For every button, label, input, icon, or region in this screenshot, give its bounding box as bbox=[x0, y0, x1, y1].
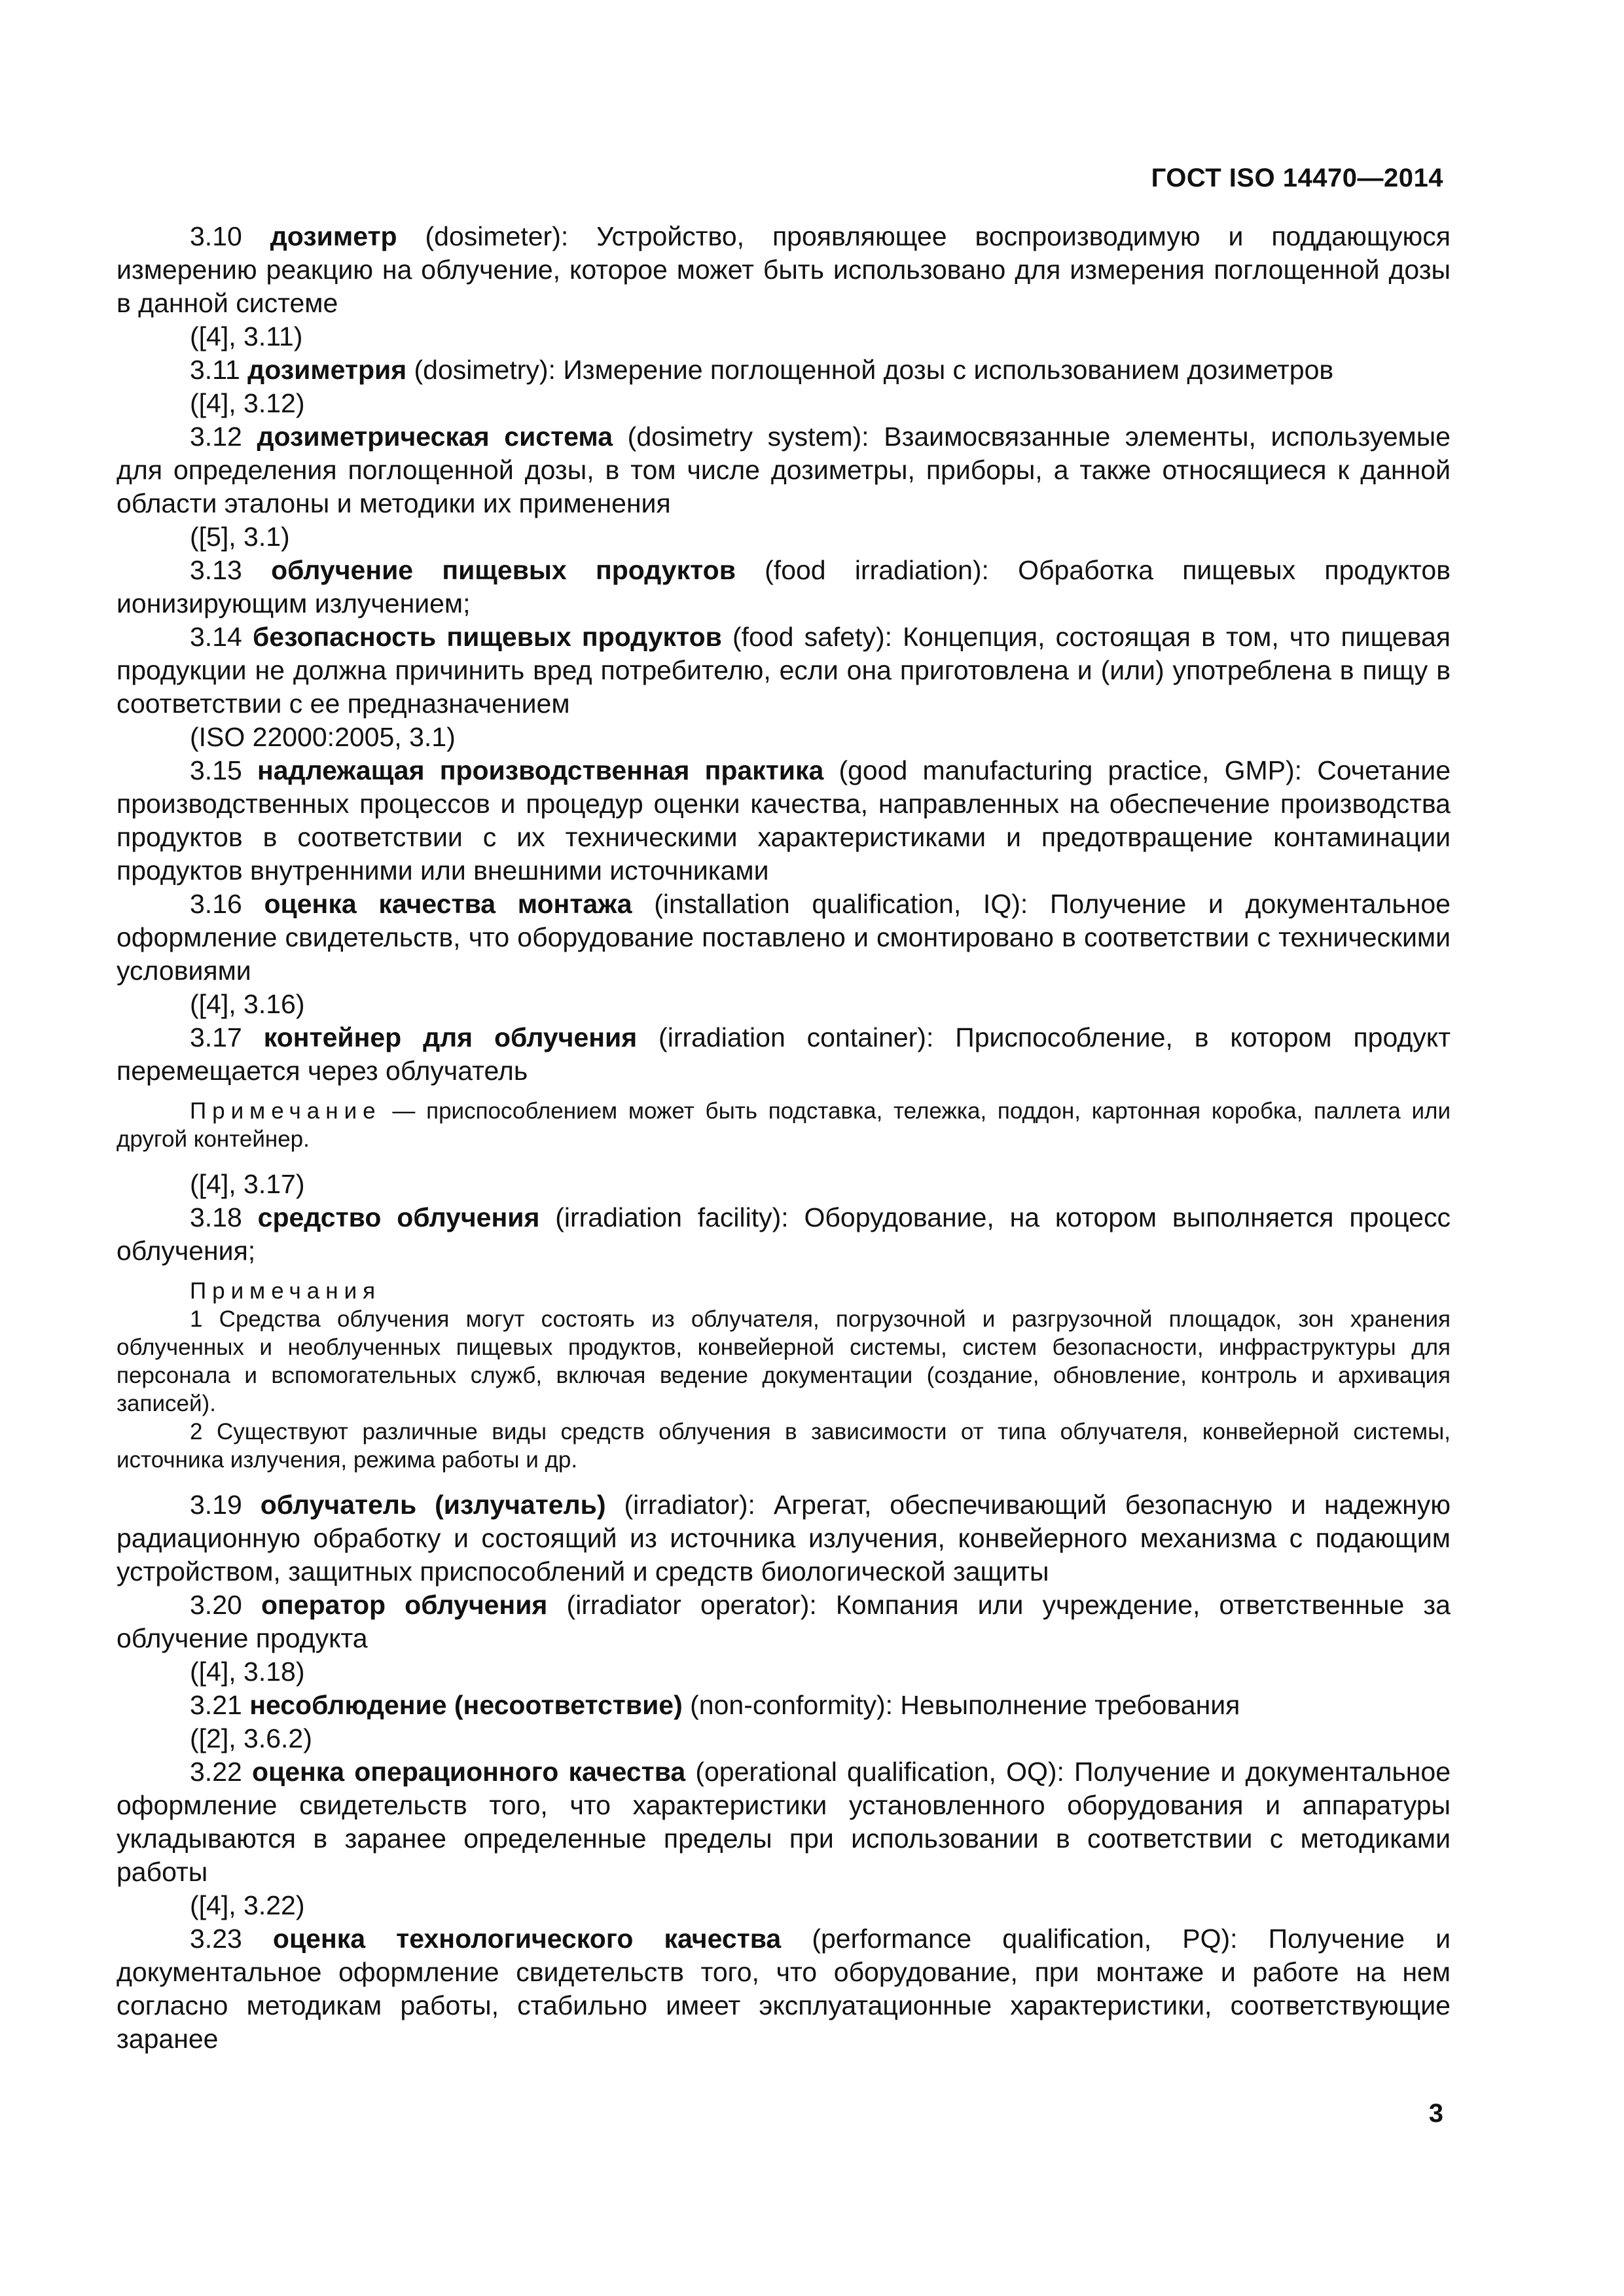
source-reference: ([5], 3.1) bbox=[190, 522, 290, 552]
term-definition: (good manufacturing practice, GMP): Сочетание производственных процессов и процедур оценки качества, направленных на обеспечение производства продуктов в соответствии с их техническими характеристиками и предотвращение контаминации продуктов внутренними или внешними источниками bbox=[117, 755, 1451, 886]
term-number: 3.20 bbox=[190, 1590, 242, 1620]
term-name: оценка технологического качества bbox=[272, 1924, 782, 1954]
term-number: 3.14 bbox=[190, 622, 242, 652]
page-number: 3 bbox=[1428, 2099, 1443, 2128]
term-definition: (non-conformity): Невыполнение требования bbox=[682, 1690, 1240, 1720]
term-definition: (food safety): Концепция, состоящая в том, что пищевая продукции не должна причинить вред потребителю, если она приготовлена и (или) употреблена в пищу в соответствии с ее предназначением bbox=[117, 622, 1451, 719]
term-name: оценка качества монтажа bbox=[264, 889, 632, 919]
term-number: 3.18 bbox=[190, 1202, 242, 1232]
definition-3-11 bbox=[117, 353, 1451, 387]
definition-3-20 bbox=[117, 1588, 1451, 1655]
standard-header: ГОСТ ISO 14470—2014 bbox=[1151, 164, 1443, 192]
definitions-section bbox=[117, 220, 1451, 2056]
definition-3-23 bbox=[117, 1922, 1451, 2056]
term-number: 3.15 bbox=[190, 755, 242, 785]
term-definition: (dosimetry system): Взаимосвязанные элементы, используемые для определения поглощенной дозы, в том числе дозиметры, приборы, а также относящиеся к данной области эталоны и методики их применения bbox=[117, 422, 1451, 518]
term-name: надлежащая производственная практика bbox=[257, 755, 824, 785]
source-reference: ([4], 3.22) bbox=[190, 1890, 305, 1920]
term-name: облучение пищевых продуктов bbox=[271, 555, 736, 585]
term-name: оператор облучения bbox=[261, 1590, 548, 1620]
source-reference: (ISO 22000:2005, 3.1) bbox=[190, 722, 456, 752]
note-3-17 bbox=[117, 1097, 1451, 1153]
term-number: 3.12 bbox=[190, 422, 242, 452]
definition-3-18 bbox=[117, 1201, 1451, 1268]
note-text bbox=[117, 1097, 1451, 1153]
term-name: дозиметр bbox=[270, 221, 397, 251]
term-definition: (food irradiation): Обработка пищевых продуктов ионизирующим излучением; bbox=[117, 555, 1451, 619]
definition-3-15 bbox=[117, 754, 1451, 888]
source-reference: ([4], 3.12) bbox=[190, 388, 305, 418]
note-item: 1 Средства облучения могут состоять из облучателя, погрузочной и разгрузочной площадок, зон хранения облученных и необлученных пищевых продуктов, конвейерной системы, систем безопасности, инфраструктуры для персонала и вспомогательных служб, включая ведение документации (создание, обновление, контроль и архивация записей). bbox=[117, 1306, 1451, 1416]
term-name: оценка операционного качества bbox=[251, 1757, 686, 1787]
source-reference: ([4], 3.11) bbox=[190, 321, 303, 351]
term-name: дозиметрическая система bbox=[257, 422, 613, 452]
term-definition: (dosimeter): Устройство, проявляющее воспроизводимую и поддающуюся измерению реакцию на облучение, которое может быть использовано для измерения поглощенной дозы в данной системе bbox=[117, 221, 1451, 318]
note-item: 2 Существуют различные виды средств облучения в зависимости от типа облучателя, конвейерной системы, источника излучения, режима работы и др. bbox=[117, 1419, 1451, 1473]
term-name: облучатель (излучатель) bbox=[260, 1490, 606, 1520]
term-definition: (installation qualification, IQ): Получение и документальное оформление свидетельств, что оборудование поставлено и смонтировано в соответствии с техническими условиями bbox=[117, 889, 1451, 986]
note-label: Примечание bbox=[190, 1098, 382, 1124]
source-reference: ([4], 3.17) bbox=[190, 1169, 305, 1199]
term-number: 3.23 bbox=[190, 1924, 242, 1954]
term-definition: (irradiator): Агрегат, обеспечивающий безопасную и надежную радиационную обработку и состоящий из источника излучения, конвейерного механизма с подающим устройством, защитных приспособлений и средств биологической защиты bbox=[117, 1490, 1451, 1587]
term-number: 3.16 bbox=[190, 889, 242, 919]
term-number: 3.21 bbox=[190, 1690, 242, 1720]
definition-3-21 bbox=[117, 1689, 1451, 1722]
term-name: средство облучения bbox=[257, 1202, 540, 1232]
notes-3-18 bbox=[117, 1277, 1451, 1474]
term-number: 3.19 bbox=[190, 1490, 242, 1520]
term-definition: (irradiation facility): Оборудование, на котором выполняется процесс облучения; bbox=[117, 1202, 1451, 1266]
term-number: 3.11 bbox=[190, 355, 240, 385]
note-body: — приспособлением может быть подставка, тележка, поддон, картонная коробка, паллета или другой контейнер. bbox=[117, 1098, 1451, 1152]
term-definition: (operational qualification, OQ): Получение и документальное оформление свидетельств того, что характеристики установленного оборудования и аппаратуры укладываются в заранее определенные пределы при использовании в соответствии с методиками работы bbox=[117, 1757, 1451, 1887]
term-name: безопасность пищевых продуктов bbox=[252, 622, 722, 652]
term-name: дозиметрия bbox=[247, 355, 407, 385]
definition-3-10 bbox=[117, 220, 1451, 320]
definition-3-22 bbox=[117, 1755, 1451, 1889]
definition-3-12 bbox=[117, 420, 1451, 520]
definition-3-14 bbox=[117, 620, 1451, 721]
term-definition: (irradiator operator): Компания или учреждение, ответственные за облучение продукта bbox=[117, 1590, 1451, 1653]
term-name: контейнер для облучения bbox=[263, 1022, 638, 1052]
term-definition: (irradiation container): Приспособление, в котором продукт перемещается через облучатель bbox=[117, 1022, 1451, 1086]
source-reference: ([4], 3.16) bbox=[190, 989, 305, 1019]
term-definition: (dosimetry): Измерение поглощенной дозы с использованием дозиметров bbox=[406, 355, 1334, 385]
term-number: 3.13 bbox=[190, 555, 242, 585]
term-number: 3.10 bbox=[190, 221, 242, 251]
term-number: 3.17 bbox=[190, 1022, 242, 1052]
definition-3-13 bbox=[117, 554, 1451, 620]
notes-heading: Примечания bbox=[190, 1278, 382, 1304]
term-name: несоблюдение (несоответствие) bbox=[249, 1690, 683, 1720]
term-definition: (performance qualification, PQ): Получение и документальное оформление свидетельств того, что оборудование, при монтаже и работе на нем согласно методикам работы, стабильно имеет эксплуатационные характеристики, соответствующие заранее bbox=[117, 1924, 1451, 2054]
definition-3-16 bbox=[117, 888, 1451, 988]
definition-3-19 bbox=[117, 1488, 1451, 1588]
source-reference: ([4], 3.18) bbox=[190, 1657, 305, 1687]
source-reference: ([2], 3.6.2) bbox=[190, 1723, 312, 1753]
definition-3-17 bbox=[117, 1021, 1451, 1088]
term-number: 3.22 bbox=[190, 1757, 242, 1787]
